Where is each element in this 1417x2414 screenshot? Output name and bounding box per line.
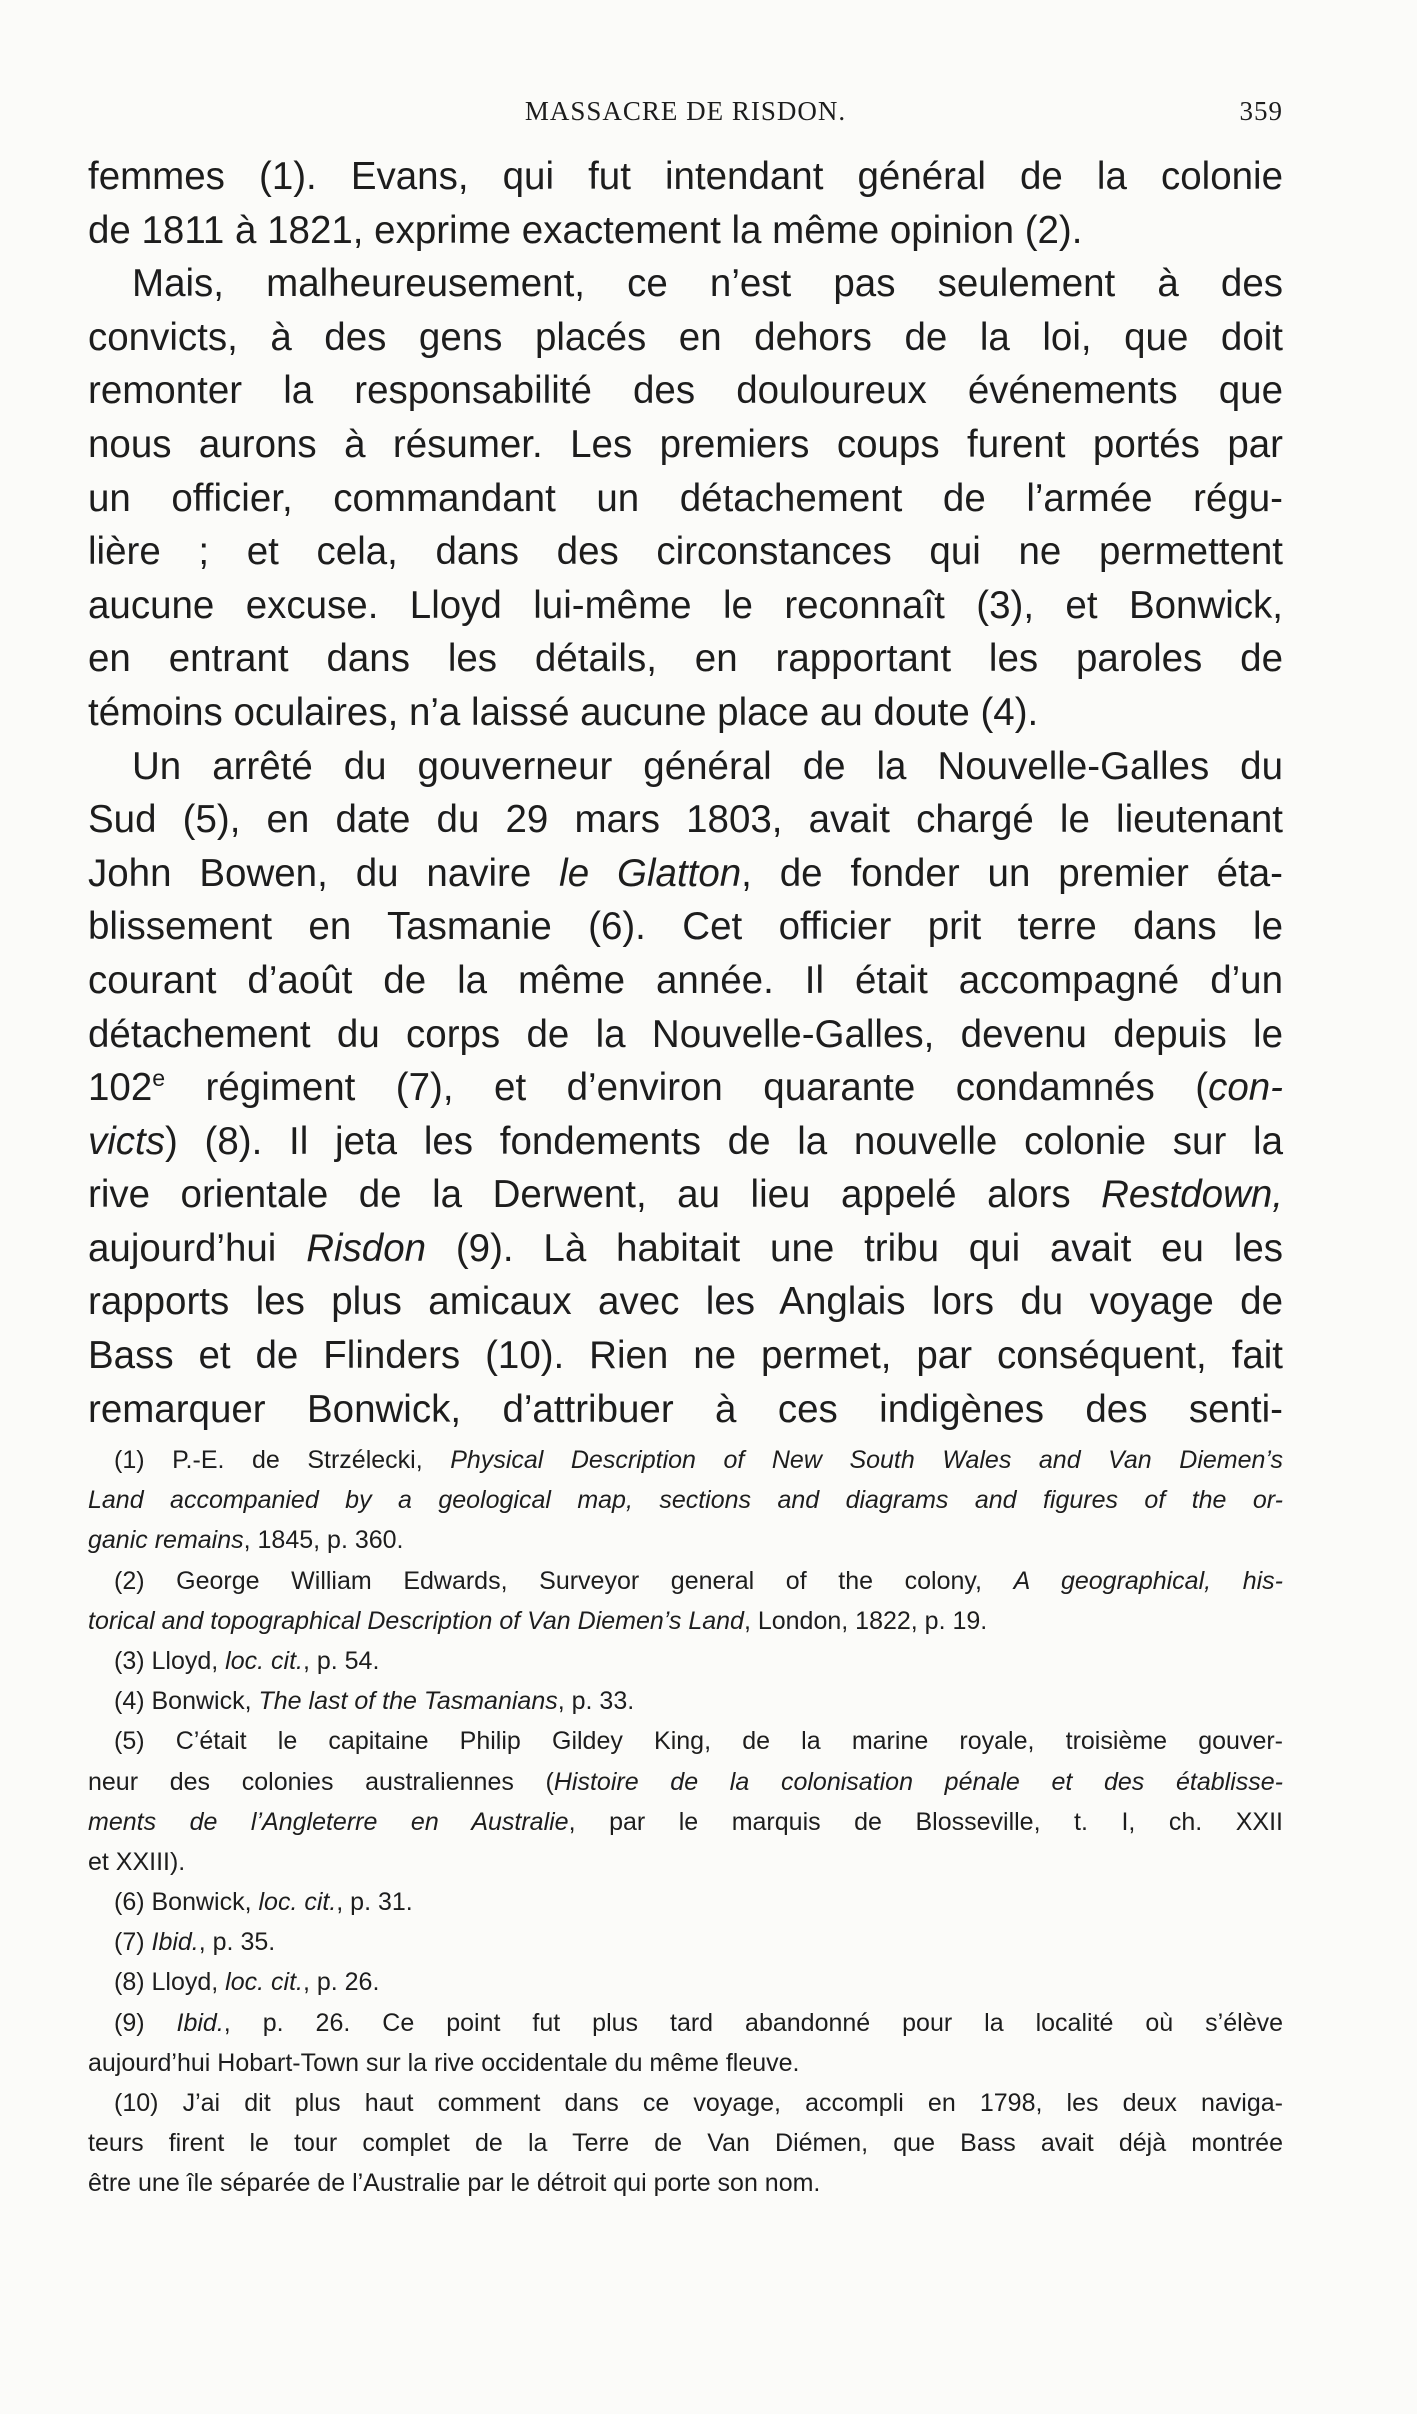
running-title: MASSACRE DE RISDON. (524, 96, 847, 126)
citation-abbrev: loc. cit. (258, 1888, 337, 1917)
text-run: (4) Bonwick, (114, 1687, 259, 1716)
italic-term: victs (88, 1119, 165, 1163)
footnote-line (88, 1480, 1283, 1520)
citation-abbrev: loc. cit. (225, 1968, 303, 1997)
text-run: , p. 26. Ce point fut plus tard abandonné pour la localité où s’élève (223, 2008, 1283, 2037)
text-line: convicts, à des gens placés en dehors de la loi, que doit (88, 315, 1283, 359)
footnote-line (88, 1520, 1283, 1560)
text-line: blissement en Tasmanie (6). Cet officier prit terre dans le (88, 905, 1283, 949)
text-line: femmes (1). Evans, qui fut intendant général de la colonie (88, 155, 1283, 198)
text-line: un officier, commandant un détachement de l’armée régu- (88, 476, 1283, 520)
footnote-line: être une île séparée de l’Australie par le détroit qui porte son nom. (88, 2169, 821, 2198)
footnote-line: (10) J’ai dit plus haut comment dans ce voyage, accompli en 1798, les deux naviga- (114, 2089, 1283, 2117)
text-run: (2) George William Edwards, Surveyor general of the colony, (114, 1566, 1014, 1595)
text-line: courant d’août de la même année. Il était accompagné d’un (88, 958, 1283, 1002)
ship-name: le Glatton (559, 851, 742, 895)
text-run: régiment (7), et d’environ quarante condamnés ( (165, 1066, 1209, 1110)
footnote-line (88, 1601, 1283, 1641)
work-title: Land accompanied by a geological map, sections and diagrams and figures of the or- (88, 1486, 1283, 1515)
text-run: , p. 33. (557, 1687, 635, 1716)
place-name: Risdon (306, 1226, 427, 1270)
text-line: lière ; et cela, dans des circonstances qui ne permettent (88, 530, 1283, 574)
text-line: en entrant dans les détails, en rapportant les paroles de (88, 637, 1283, 681)
work-title: ments de l’Angleterre en Australie (88, 1807, 569, 1836)
text-run: neur des colonies australiennes ( (88, 1767, 554, 1796)
text-line (88, 1168, 1283, 1222)
footnote-line (88, 1762, 1283, 1802)
work-title: ganic remains (88, 1526, 244, 1555)
text-line: rapports les plus amicaux avec les Anglais lors du voyage de (88, 1280, 1283, 1324)
citation-abbrev: Ibid. (151, 1928, 199, 1957)
footnote-line (88, 1641, 1283, 1681)
text-run: John Bowen, du navire (88, 851, 560, 895)
text-run: (9) (114, 2008, 177, 2037)
text-line: de 1811 à 1821, exprime exactement la même opinion (2). (88, 208, 1083, 252)
text-line: remarquer Bonwick, d’attribuer à ces indigènes des senti- (88, 1387, 1283, 1431)
text-line: remonter la responsabilité des douloureux événements que (88, 369, 1283, 413)
text-run: (6) Bonwick, (114, 1888, 259, 1917)
text-run: , de fonder un premier éta- (741, 851, 1283, 895)
footnote-line (88, 1962, 1283, 2002)
footnote-line (88, 1440, 1283, 1480)
main-text (88, 150, 1283, 1436)
text-run: , 1845, p. 360. (243, 1526, 404, 1555)
text-line (88, 1222, 1283, 1276)
text-run: (7) (114, 1928, 152, 1957)
text-run: , London, 1822, p. 19. (743, 1606, 988, 1635)
work-title: torical and topographical Description of Van Diemen’s Land (88, 1606, 744, 1635)
text-run: , p. 26. (302, 1968, 380, 1997)
work-title: Physical Description of New South Wales and Van Diemen’s (450, 1446, 1284, 1474)
text-run: (9). Là habitait une tribu qui avait eu les (426, 1226, 1283, 1270)
footnote-line: et XXIII). (88, 1847, 186, 1876)
text-run: aujourd’hui (88, 1226, 307, 1270)
page-number: 359 (1239, 96, 1283, 126)
text-line (88, 1061, 1283, 1115)
text-run: (3) Lloyd, (114, 1646, 226, 1675)
citation-abbrev: Ibid. (176, 2008, 224, 2037)
footnote-line (88, 1561, 1283, 1601)
text-run: ) (8). Il jeta les fondements de la nouvelle colonie sur la (165, 1119, 1283, 1163)
footnote-line: (5) C’était le capitaine Philip Gildey King, de la marine royale, troisième gouver- (114, 1727, 1283, 1756)
footnote-line (88, 1681, 1283, 1721)
running-header (88, 96, 1283, 132)
text-run: (8) Lloyd, (114, 1968, 226, 1997)
footnote-line: teurs firent le tour complet de la Terre de Van Diémen, que Bass avait déjà montrée (88, 2129, 1283, 2158)
footnote-line (88, 2003, 1283, 2043)
text-line: Un arrêté du gouverneur général de la Nouvelle-Galles du (132, 744, 1283, 788)
footnotes (88, 1440, 1283, 2204)
text-line: aucune excuse. Lloyd lui-même le reconnaît (3), et Bonwick, (88, 583, 1283, 627)
text-line: détachement du corps de la Nouvelle-Galles, devenu depuis le (88, 1012, 1283, 1056)
text-run: , p. 54. (302, 1646, 380, 1675)
text-run: (1) P.-E. de Strzélecki, (114, 1446, 451, 1474)
text-line (88, 1115, 1283, 1169)
citation-abbrev: loc. cit. (225, 1646, 303, 1675)
footnote-line (88, 1882, 1283, 1922)
text-line: Mais, malheureusement, ce n’est pas seulement à des (132, 262, 1283, 306)
work-title: The last of the Tasmanians (258, 1687, 558, 1716)
text-line: témoins oculaires, n’a laissé aucune place au doute (4). (88, 690, 1039, 734)
place-name: Restdown, (1101, 1173, 1283, 1217)
text-line: Bass et de Flinders (10). Rien ne permet, par conséquent, fait (88, 1334, 1283, 1378)
work-title: Histoire de la colonisation pénale et des établisse- (553, 1767, 1283, 1796)
text-line: Sud (5), en date du 29 mars 1803, avait chargé le lieutenant (88, 798, 1283, 842)
text-run: , p. 35. (198, 1928, 276, 1957)
footnote-line: aujourd’hui Hobart-Town sur la rive occidentale du même fleuve. (88, 2048, 800, 2077)
text-line: nous aurons à résumer. Les premiers coups furent portés par (88, 422, 1283, 466)
text-run: , p. 31. (336, 1888, 413, 1917)
text-line (88, 847, 1283, 901)
footnote-line (88, 1922, 1283, 1962)
text-run: rive orientale de la Derwent, au lieu appelé alors (88, 1173, 1102, 1217)
text-run: 102 (88, 1066, 153, 1110)
italic-term: con- (1208, 1066, 1283, 1110)
text-run: , par le marquis de Blosseville, t. I, ch. XXII (568, 1807, 1283, 1836)
superscript: e (152, 1065, 166, 1092)
work-title: A geographical, his- (1013, 1566, 1283, 1595)
footnote-line (88, 1802, 1283, 1842)
